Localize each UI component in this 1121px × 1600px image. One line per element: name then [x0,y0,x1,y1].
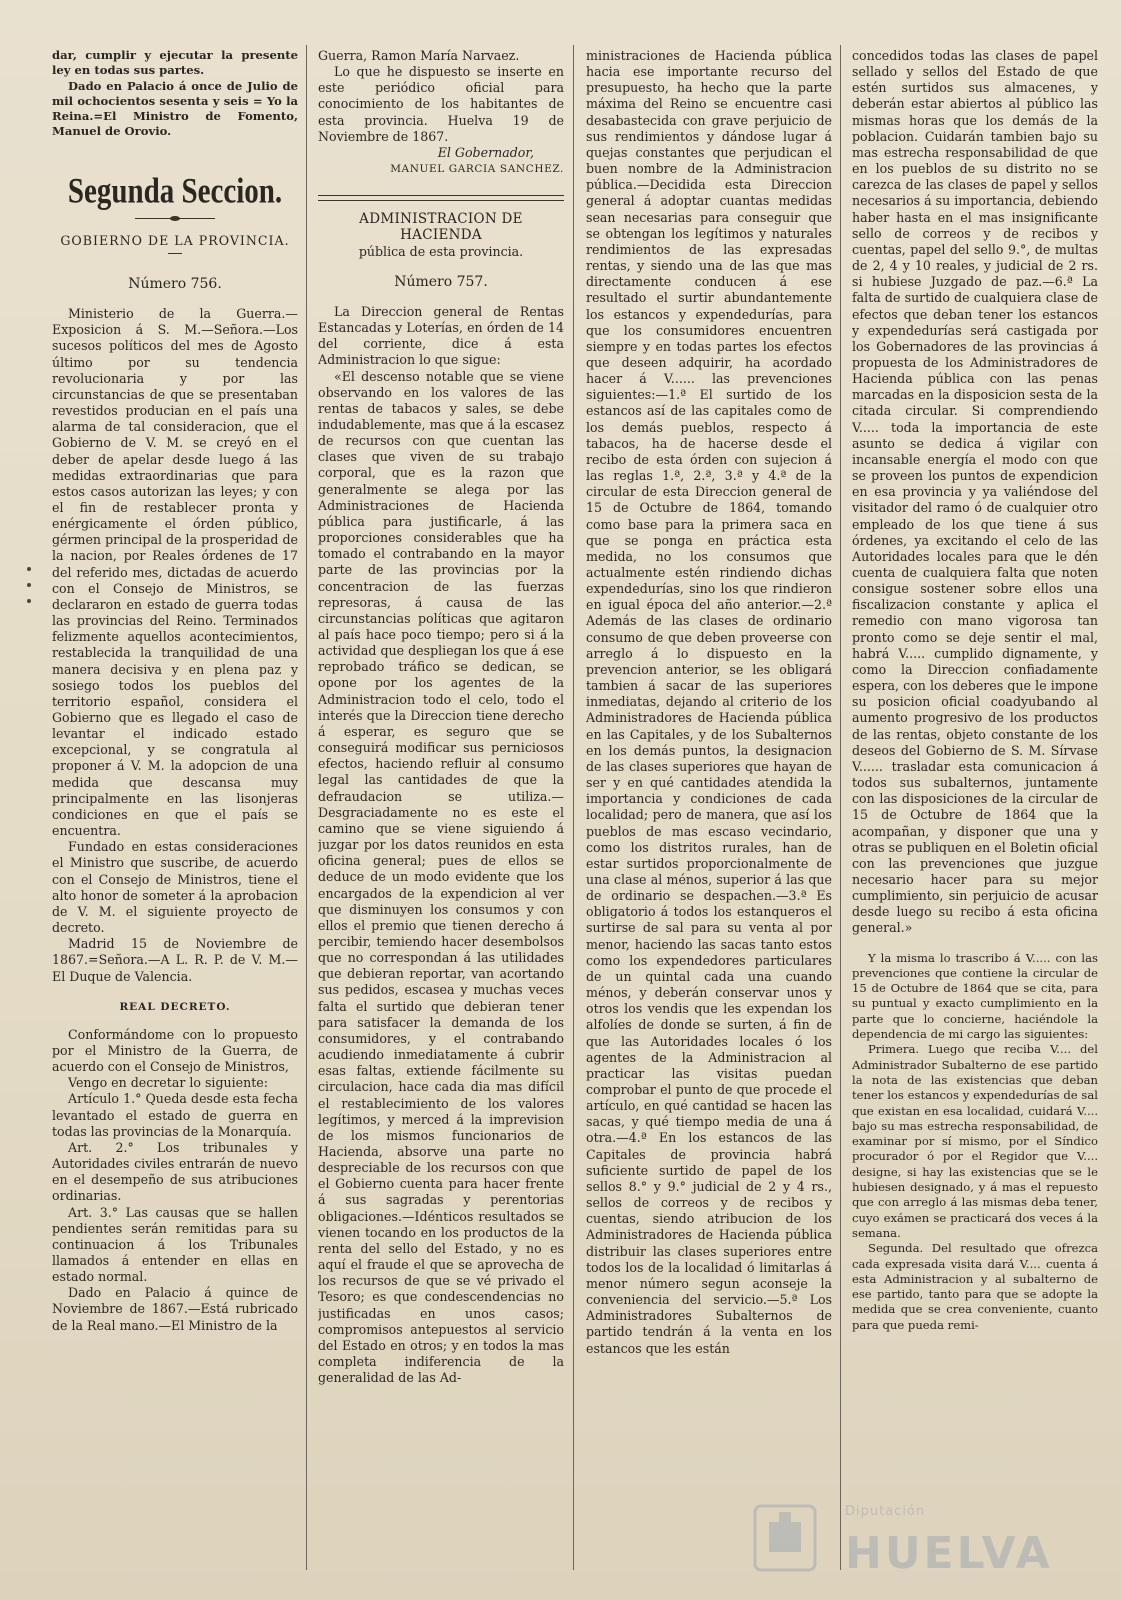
dado-text: Dado en Palacio á once de Julio de mil ochocientos sesenta y seis = Yo la Reina.=El Ministro de Fomento, Manuel de Orovio. [52,78,298,139]
number-756: Número 756. [128,275,222,292]
paragraph: Ministerio de la Guerra.—Exposicion á S. M.—Señora.—Los sucesos políticos del mes de Agosto último por su tendencia revolucionaria y por las circunstancias de que se presentaban revestidos producian en el país una alarma de tal consideracion, que el Gobierno de V. M. se creyó en el deber de apelar desde luego á las medidas extraordinarias que para estos casos autorizan las leyes; y con el fin de restablecer pronta y enérgicamente el órden público, gérmen principal de la prosperidad de la nacion, por Reales órdenes de 17 del referido mes, dictadas de acuerdo con el Consejo de Ministros, se declararon en estado de guerra todas las provincias del Reino. Terminados felizmente aquellos acontecimientos, restablecida la tranquilidad de una manera decisiva y en plena paz y sosiego todos los pueblos del territorio español, considera el Gobierno que es llegado el caso de levantar el indicado estado excepcional, y se congratula al proponer á V. M. la adopcion de una medida que descansa muy principalmente en las lisonjeras condiciones en que el país se encuentra. [52,306,298,839]
admin-subheading: pública de esta provincia. [358,243,524,259]
column-divider [306,45,307,1570]
gobierno-heading: GOBIERNO DE LA PROVINCIA. [60,232,290,248]
column-2 [318,48,564,1588]
signature-name: MANUEL GARCIA SANCHEZ. [390,163,564,176]
column-divider [840,45,841,1570]
paragraph: Art. 2.° Los tribunales y Autoridades civiles entrarán de nuevo en el desempeño de sus atribuciones ordinarias. [52,1139,298,1204]
paragraph: «El descenso notable que se viene observando en los valores de las rentas de tabacos y sales, se debe indudablemente, mas que á la escasez de recursos con que cuentan las clases que viven de su trabajo corporal, que es la razon que generalmente se alega por las Administraciones de Hacienda pública para justificarle, á las proporciones considerables que ha tomado el contrabando en la mayor parte de las provincias por la concentracion de las fuerzas represoras, á causa de las circunstancias políticas que agitaron al país hace poco tiempo; pero si á la actividad que despliegan los que á ese reprobado tráfico se dedican, se opone por los agentes de la Administracion todo el celo, todo el interés que la Direccion tiene derecho á esperar, es seguro que se conseguirá modificar sus perniciosos efectos, haciendo refluir al consumo legal las cantidades de que la defraudacion se utiliza.—Desgraciadamente no es este el camino que se viene siguiendo á juzgar por los datos reunidos en esta oficina general; pues de ellos se deduce de un modo evidente que los encargados de la expendicion al ver que disminuyen los consumos y con ellos el premio que tienen derecho á percibir, temiendo hacer desembolsos que no correspondan á las utilidades que debieran reportar, van acortando sus pedidos, escasea y muchas veces falta el surtido que debieran tener para satisfacer la demanda de los consumidores, y el contrabando acudiendo inmediatamente á cubrir esas faltas, extiende fácilmente su circulacion, hace cada dia mas difícil el restablecimiento de los valores legítimos, y merced á la imprevision de los mismos funcionarios de Hacienda, absorve una parte no despreciable de los recursos con que el Gobierno cuenta para hacer frente á sus sagradas y perentorias obligaciones.—Idénticos resultados se vienen tocando en los productos de la renta del sello del Estado, y no es aquí el fraude el que se aprovecha de los recursos de que se vé privado el Tesoro; es que condescendencias no justificadas en unos casos; compromisos antepuestos al servicio del Estado en otros; y en todos la mas completa indiferencia de la generalidad de las Ad- [318,368,564,1386]
paragraph: Dado en Palacio á quince de Noviembre de 1867.—Está rubricado de la Real mano.—El Ministro de la [52,1285,298,1333]
intro-text: dar, cumplir y ejecutar la presente ley en todas sus partes. [52,48,298,78]
shield-icon [735,1500,835,1575]
paragraph: Conformándome con lo propuesto por el Ministro de la Guerra, de acuerdo con el Consejo de Ministros, [52,1026,298,1075]
number-757: Número 757. [394,273,488,290]
archive-watermark [735,1500,1053,1579]
paragraph: concedidos todas las clases de papel sellado y sellos del Estado de que estén surtidos sus almacenes, y deberán estar abiertos al público las mismas horas que los demás de la poblacion. Cuidarán tambien bajo su mas estrecha responsabilidad de que en los pueblos de su distrito no se carezca de las clases de papel y sellos necesarios á su importancia, debiendo haber hasta en el mas insignificante sello de correos y de recibos y cuentas, papel del sello 9.°, de multas de 2, 4 y 10 reales, y judicial de 2 rs. si hubiese Juzgado de paz.—6.ª La falta de surtido de cualquiera clase de efectos que deban tener los estancos y expendedurías será castigada por los Gobernadores de las provincias á propuesta de los Administradores de Hacienda pública con las penas marcadas en la disposicion sesta de la citada circular. Si comprendiendo V..... toda la importancia de este asunto se dedica á vigilar con incansable energía el modo con que se proveen los puntos de expendicion en esa provincia y ya valiéndose del visitador del ramo ó de cualquier otro empleado de los que tiene á sus órdenes, ya excitando el celo de las Autoridades locales para que le dén cuenta de cualquiera falta que noten consigue sostener sobre ellos una fiscalizacion constante y aplica el remedio con mano vigorosa tan pronto como se deje sentir el mal, habrá V..... cumplido dignamente, y como la Direccion confiadamente espera, con los deberes que le impone su posicion oficial coadyubando al aumento progresivo de los productos de las rentas, objeto constante de los deseos del Gobierno de S. M. Sírvase V...... trasladar esta comunicacion á todos sus subalternos, juntamente con las disposiciones de la circular de 15 de Octubre de 1864 que la acompañan, y disponer que una y otras se publiquen en el Boletin oficial con las prevenciones que juzgue necesario hacer para su mejor cumplimiento, sin perjuicio de acusar desde luego su recibo á esta oficina general.» [852,48,1098,936]
paragraph: Fundado en estas consideraciones el Ministro que suscribe, de acuerdo con el Consejo de Ministros, tiene el alto honor de someter á la aprobacion de V. M. el siguiente proyecto de decreto. [52,839,298,936]
decorative-rule [135,218,215,219]
double-rule [318,195,564,201]
paragraph: Y la misma lo trascribo á V..... con las prevenciones que contiene la circular de 15 de Octubre de 1864 que se cita, para su puntual y exacto cumplimiento en la parte que lo concierne, haciéndole la dependencia de mi cargo las siguientes: [852,950,1098,1042]
column-4 [852,48,1098,1588]
paragraph: Artículo 1.° Queda desde esta fecha levantado el estado de guerra en todas las provincias de la Monarquía. [52,1091,298,1139]
paragraph: Lo que he dispuesto se inserte en este periódico oficial para conocimiento de los habitantes de esta provincia. Huelva 19 de Noviembre de 1867. [318,64,564,144]
watermark-text: HUELVA [845,1528,1053,1579]
paragraph: Segunda. Del resultado que ofrezca cada expresada visita dará V.... cuenta á esta Administracion y al subalterno de ese partido, tanto para que se adopte la medida que se crea conveniente, cuanto para que pueda remi- [852,1241,1098,1332]
admin-heading: ADMINISTRACION DE HACIENDA [359,211,523,244]
paragraph: Art. 3.° Las causas que se hallen pendientes serán remitidas para su continuacion á los Tribunales llamados á entender en ellas en estado normal. [52,1204,298,1285]
margin-ornament-icon [22,565,36,605]
short-rule [168,253,182,254]
paragraph: Vengo en decretar lo siguiente: [68,1075,268,1091]
signature-role: El Gobernador, [437,144,534,160]
spacer [852,937,1098,951]
real-decreto-heading: REAL DECRETO. [119,1000,231,1013]
column-1 [52,48,298,1588]
column-3 [586,48,832,1588]
column-divider [573,45,574,1570]
section-title: Segunda Seccion. [67,170,283,211]
paragraph: ministraciones de Hacienda pública hacia ese importante recurso del presupuesto, ha hecho que la parte máxima del Reino se encuentre casi desabastecida con grave perjuicio de sus rendimientos y dándose lugar á quejas constantes que perjudican el buen nombre de la Administracion pública.—Decidida esta Direccion general á adoptar cuantas medidas sean necesarias para conseguir que se obtengan los legítimos y naturales rendimientos de las expresadas rentas, y siendo una de las que mas directamente conducen á ese resultado el surtir abundantemente los estancos y expendedurías, para que los consumidores encuentren siempre y en todas partes los efectos que deseen adquirir, ha acordado hacer á V...... las prevenciones siguientes:—1.ª El surtido de los estancos así de las capitales como de los demás pueblos, respecto á tabacos, ha de hacerse desde el recibo de esta órden con sujecion á las reglas 1.ª, 2.ª, 3.ª y 4.ª de la circular de esta Direccion general de 15 de Octubre de 1864, tomando como base para la primera saca en que se ponga en práctica esta medida, no los consumos que actualmente estén rindiendo dichas expendedurías, sino los que rindieron en igual época del año anterior.—2.ª Además de las clases de ordinario consumo de que deben proveerse con arreglo á lo dispuesto en la prevencion anterior, se les obligará tambien á sacar de las superiores inmediatas, dejando al criterio de los Administradores de Hacienda pública en las Capitales, y de los Subalternos en los demás puntos, la designacion de las clases superiores que hayan de ser y en qué cantidades atendida la importancia y condiciones de cada localidad; pero de manera, que así los pueblos de mas escaso vecindario, como los distritos rurales, han de estar surtidos proporcionalmente de una clase al ménos, superior á las que de ordinario se despachen.—3.ª Es obligatorio á todos los estanqueros el surtirse de sal para su venta al por menor, haciendo las sacas tanto estos como los expendedores particulares de un quintal cada una cuando ménos, y deberán conservar unos y otros los vendis que les expendan los alfolíes de donde se surten, á fin de que las Autoridades locales ó los agentes de la Administracion al practicar las visitas puedan comprobar el punto de que procede el artículo, en qué cantidad se hacen las sacas, y qué tiempo media de una á otra.—4.ª En los estancos de las Capitales de provincia habrá suficiente surtido de papel de los sellos 8.° y 9.° judicial de 2 y 4 rs., sellos de correos y de recibos y cuentas, siendo atribucion de los Administradores de Hacienda pública distribuir las clases superiores entre todos los de la localidad ó limitarlas á menor número segun aconseje la conveniencia del servicio.—5.ª Los Administradores Subalternos de partido tendrán á la venta en los estancos que les están [586,48,832,1356]
watermark-top-text: Diputación [845,1504,926,1519]
paragraph: Guerra, Ramon María Narvaez. [318,48,520,63]
paragraph: Primera. Luego que reciba V.... del Administrador Subalterno de ese partido la nota de las existencias que deban tener los estancos y expendedurías de sal que existan en esa localidad, cuidará V.... bajo su mas estrecha responsabilidad, de examinar por sí mismo, por el Síndico procurador ó por el Regidor que V.... designe, si hay las existencias que se le hubiesen designado, y á mas el repuesto que con arreglo á las mismas deba tener, cuyo exámen se practicará dos veces á la semana. [852,1042,1098,1240]
paragraph: La Direccion general de Rentas Estancadas y Loterías, en órden de 14 del corriente, dice á esta Administracion lo que sigue: [318,303,564,368]
paragraph: Madrid 15 de Noviembre de 1867.=Señora.—A L. R. P. de V. M.—El Duque de Valencia. [52,936,298,984]
